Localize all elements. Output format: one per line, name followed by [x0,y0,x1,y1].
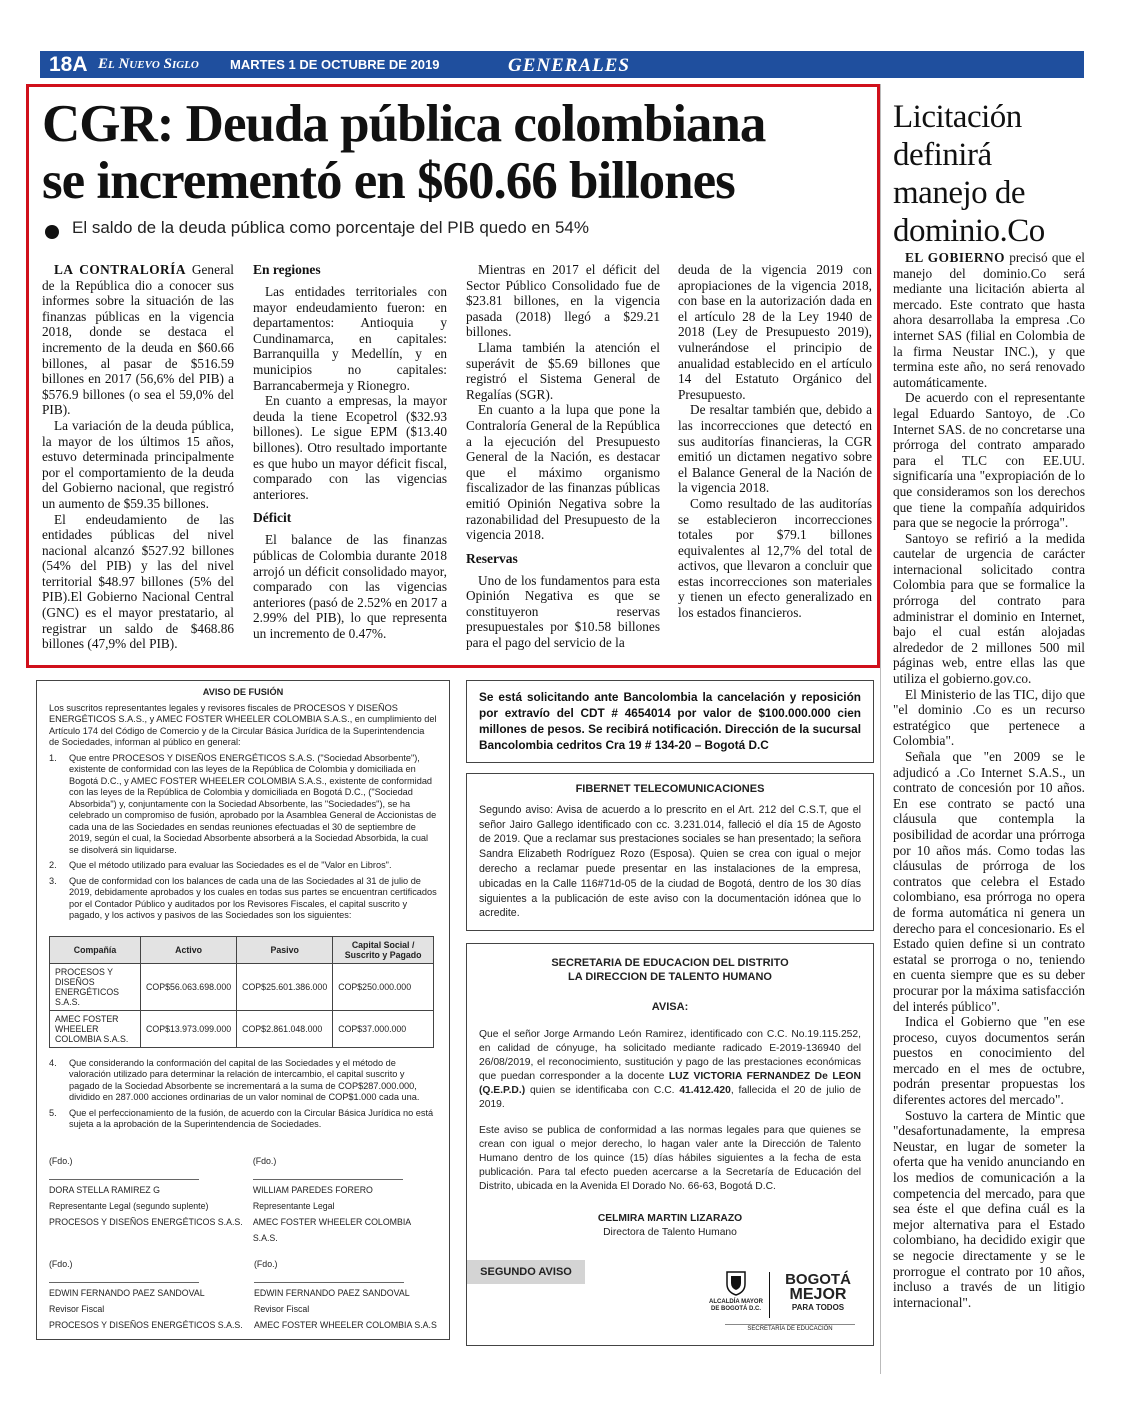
table-cell: COP$13.973.099.000 [141,1010,237,1047]
education-notice [466,943,874,1346]
article-column-4 [678,262,872,621]
avisa-label: AVISA: [651,1001,689,1013]
signer-role: Representante Legal (segundo suplente) [49,1200,209,1211]
logo-text: MEJOR [789,1286,847,1303]
item-text: Que entre PROCESOS Y DISEÑOS ENERGÉTICOS S.A.S. ("Sociedad Absorbente"), existente de conformidad con las leyes de la República de Colombia y domiciliada en Bogotá D.C., y AMEC FOSTER WHEELER COLOMBIA S.A.S., existente de conformidad con las leyes de la República de Colombia y domiciliada en Bogotá D.C., ("Sociedad Absorbida") y, conjuntamente con la Sociedad Absorbente, las "Sociedades"), se ha celebrado un compromiso de fusión, aprobado por la Asamblea General de Accionistas de cada una de las Sociedades en sendas reuniones efectuadas el 30 de septiembre de 2019, según el cual, la Sociedad Absorbente absorberá a la Sociedad Absorbida, la cual se disolverá sin liquidarse. [69,752,437,855]
lead-in: EL GOBIERNO [905,250,1005,265]
table-cell: COP$2.861.048.000 [237,1010,333,1047]
item-text: Que considerando la conformación del capital de las Sociedades y el método de valoración utilizado para determinar la relación de intercambio, el capital suscrito y pagado de la Sociedad Absorbente se incrementará a la suma de COP$287.000.000, dividido en 287.000 acciones ordinarias de un valor nominal de COP$1.000 cada una. [69,1057,420,1102]
signature-block [49,1256,254,1333]
paragraph-text: General de la República dio a conocer sus informes sobre la situación de las finanzas públicas en la vigencia 2018, donde se destaca el incremento de la deuda en $60.66 billones, al pasar de $516.59 billones en 2017 (56,6% del PIB) a $576.9 billones (o sea el 59,0% del PIB). [42,262,234,418]
subheading-reservas: Reservas [466,550,518,566]
logo-text: PARA TODOS [791,1303,845,1312]
table-row [50,1010,434,1047]
table-cell: COP$56.063.698.000 [141,963,237,1010]
education-title-1: SECRETARIA DE EDUCACION DEL DISTRITO [551,957,789,969]
deceased-name: LUZ VICTORIA FERNANDEZ De LEON (Q.E.P.D.) [479,1071,861,1096]
signer-name: DORA STELLA RAMIREZ G [49,1184,160,1195]
item-text: Que el perfeccionamiento de la fusión, de acuerdo con la Circular Básica Jurídica no está sujeta a la aprobación de la Superintendencia de Sociedades. [69,1107,434,1129]
table-cell: COP$37.000.000 [333,1010,434,1047]
paragraph: Sostuvo la cartera de Mintic que "desafortunadamente, la empresa Neustar, en lugar de someter la oferta que ha venido anunciando en los medios de comunicación a la competencia del mercado, para que sea éste el que defina cuál es la mejor alternativa para el Estado colombiano, ha decidido exigir que se negocie directamente y se le prorrogue el contrato por 10 años, incluso a través de un litigio internacional". [893,1107,1085,1310]
subheading-regiones: En regiones [253,262,321,277]
list-item [49,753,437,857]
table-cell: COP$25.601.386.000 [237,963,333,1010]
coat-of-arms-icon [725,1270,747,1296]
list-item [49,1108,437,1131]
main-headline [42,96,872,210]
fdo-label: (Fdo.) [49,1155,73,1166]
column-header: Capital Social / Suscrito y Pagado [333,936,434,963]
signer-company: AMEC FOSTER WHEELER COLOMBIA S.A.S. [252,1216,411,1243]
signature-row [49,1153,437,1246]
paragraph: Señala que "en 2009 se le adjudicó a .Co Internet S.A.S., un contrato de concesión por 10 años. En ese contrato se pactó una cláusula que contempla la posibilidad de acordar una prórroga por 10 años más. Como todas las cláusulas de prórroga de los contratos que celebra el Estado colombiano, esa prórroga no opera de forma automática ni genera un derecho para el concesionario. Es el Estado quien define si un contrato estatal se prorroga o no, teniendo en cuenta siempre que es su deber procurar por la máxima satisfacción del interés público". [893,749,1085,1014]
signer-company: PROCESOS Y DISEÑOS ENERGÉTICOS S.A.S. [49,1319,243,1330]
paragraph [893,250,1085,390]
list-item [49,860,437,872]
list-item [49,1058,437,1104]
alcaldia-logo [705,1270,767,1313]
signature-line [253,1179,403,1180]
page-header-bar [40,51,1084,78]
paragraph: Santoyo se refirió a la medida cautelar de urgencia de carácter internacional solicitado contra Colombia para que se formalice la prórroga del contrato para administrar el dominio en Internet, bajo el cual están alojadas alrededor de 2 millones 500 mil páginas web, entre ellas las que utiliza el gobierno.gov.co. [893,530,1085,687]
item-number: 1. [49,752,57,763]
logo-text: ALCALDÍA MAYOR [709,1299,763,1305]
lead-in: LA CONTRALORÍA [54,262,186,277]
headline-line-2: se incrementó en $60.66 billones [42,152,735,210]
subheading-deficit: Déficit [253,510,292,526]
signer-role: Representante Legal [252,1200,335,1211]
bogota-mejor-logo [777,1272,859,1312]
issue-date: MARTES 1 DE OCTUBRE DE 2019 [230,57,440,72]
paragraph: En cuanto a la lupa que pone la Contraloría General de la República a la ejecución del Presupuesto General de la Nación, es destacar que el máximo organismo fiscalizador de las finanzas públicas emitió Opinión Negativa sobre la razonabilidad del Presupuesto de la vigencia 2018. [466,402,660,543]
cdt-notice [466,680,874,763]
id-number: 41.412.420 [679,1085,731,1096]
signature-block [49,1153,253,1246]
fusion-table [49,936,434,1048]
column-divider [880,84,881,1374]
item-number: 5. [49,1107,57,1118]
signer-role: Directora de Talento Humano [603,1227,737,1238]
signer-company: PROCESOS Y DISEÑOS ENERGÉTICOS S.A.S. [49,1216,243,1227]
headline-line-1: CGR: Deuda pública colombiana [42,95,766,153]
segundo-aviso-tag: SEGUNDO AVISO [467,1260,585,1284]
signer-name: CELMIRA MARTIN LIZARAZO [597,1213,743,1224]
paragraph: El endeudamiento de las entidades públicas del nivel nacional alcanzó $527.92 billones (54% del PIB) y las del nivel territorial $48.97 billones (5% del PIB).El Gobierno Nacional Central (GNC) es el mayor prestatario, al registrar un saldo de $468.86 billones (47,9% del PIB). [42,511,234,652]
paragraph: De acuerdo con el representante legal Eduardo Santoyo, de .Co Internet SAS. de no concretarse una prórroga del contrato amparado para el TLC con EE.UU. significaría una "expropiación de lo que consideramos son los derechos que tiene la compañía adquiridos para que se negocie la prórroga". [893,390,1085,531]
signer-name: EDWIN FERNANDO PAEZ SANDOVAL [49,1287,205,1298]
fibernet-notice [466,773,874,931]
paragraph-text: , fallecida el 20 de julio de 2019. [479,1085,861,1110]
signature-line [49,1282,199,1283]
signature-line [49,1179,199,1180]
item-number: 3. [49,875,57,886]
paragraph: El Ministerio de las TIC, dijo que "el dominio .Co es un recurso estratégico que pertenece a Colombia". [893,686,1085,749]
paragraph: De resaltar también que, debido a las incorrecciones que detectó en sus auditorías financieras, la CGR emitió un dictamen negativo sobre el Balance General de la Nación de la vigencia 2018. [678,402,872,496]
article-column-1 [42,262,234,652]
signer-name: WILLIAM PAREDES FORERO [252,1184,373,1195]
paragraph: Uno de los fundamentos para esta Opinión Negativa es que se constituyeron reservas presupuestales por $10.58 billones para el pago del servicio de la [466,572,660,651]
article-column-3 [466,262,660,651]
newspaper-name: El Nuevo Siglo [98,56,199,72]
paragraph: Las entidades territoriales con mayor endeudamiento fueron: en departamentos: Antioquia y Cundinamarca, en capitales: Barranquilla y Medellín, y en municipios no capitales: Barrancabermeja y Rionegro. [253,284,447,393]
article-column-2 [253,262,447,641]
signer-name: EDWIN FERNANDO PAEZ SANDOVAL [254,1287,410,1298]
fusion-intro: Los suscritos representantes legales y revisores fiscales de PROCESOS Y DISEÑOS ENERGÉTICOS S.A.S., y AMEC FOSTER WHEELER COLOMBIA S.A.S., en cumplimiento del Artículo 174 del Código de Comercio y de la Circular Básica Jurídica de la Superintendencia de Sociedades, informan al público en general: [49,702,437,747]
paragraph-text: quien se identificaba con C.C. [525,1085,680,1096]
fdo-label: (Fdo.) [49,1258,73,1269]
paragraph [42,262,234,418]
table-cell: AMEC FOSTER WHEELER COLOMBIA S.A.S. [50,1010,141,1047]
logo-text: BOGOTÁ [785,1271,851,1288]
fdo-label: (Fdo.) [252,1155,277,1166]
signature-block [254,1256,437,1333]
item-text: Que el método utilizado para evaluar las Sociedades es el de "Valor en Libros". [69,860,392,870]
paragraph: La variación de la deuda pública, la mayor de los últimos 15 años, estuvo determinada principalmente por el comportamiento de la deuda del Gobierno nacional, que registró un aumento de $59.35 billones. [42,417,234,511]
paragraph-text: Que el señor Jorge Armando León Ramirez, identificado con C.C. No.19.115.252, en calidad de cónyuge, ha solicitado mediante radicado E-2019-136940 del 26/08/2019, el reconocimiento, sustitución y pago de las prestaciones económicas que puedan corresponder a la docente [479,1029,861,1082]
logo-divider [769,1272,770,1318]
fusion-title: AVISO DE FUSIÓN [202,687,284,697]
signature-row [49,1256,437,1333]
table-row [50,963,434,1010]
side-article-body [893,250,1085,1310]
paragraph: Indica el Gobierno que "en ese proceso, cuyos documentos serán puestos en conocimiento del mercado en el mes de octubre, podrán presentar propuestas los diferentes actores del mercado". [893,1014,1085,1108]
page-number: 18A [49,53,88,76]
item-number: 4. [49,1057,57,1068]
signature-block [253,1153,437,1246]
secretaria-logo-text: SECRETARÍA DE EDUCACIÓN [725,1324,855,1332]
column-header: Compañía [50,936,141,963]
section-name: GENERALES [508,55,630,76]
fibernet-text: Segundo aviso: Avisa de acuerdo a lo prescrito en el Art. 212 del C.S.T, que el señor Jairo Gallego identificado con cc. 3.231.014, falleció el día 15 de Agosto de 2019. Que a reclamar sus prestaciones sociales se han presentado; la señora Sandra Elizabeth Rodríguez Rozo (Esposa). Quien se crea con igual o mejor derecho a reclamar puede presentar en las instalaciones de la empresa, ubicadas en la Calle 116#71d-05 de la ciudad de Bogotá, dentro de los 30 días siguientes a la publicación de este aviso con la documentación idónea que lo acredite. [479,803,861,920]
signer-role: Revisor Fiscal [49,1303,105,1314]
fusion-notice [36,680,450,1340]
paragraph: Llama también la atención el superávit de $5.69 billones que registró el Sistema General de Regalías (SGR). [466,339,660,402]
paragraph: Mientras en 2017 el déficit del Sector Público Consolidado fue de $23.81 billones, en la vigencia pasada (2018) llegó a $29.21 billones. [466,262,660,340]
signer-role: Revisor Fiscal [254,1303,310,1314]
column-header: Pasivo [237,936,333,963]
table-header-row [50,936,434,963]
bullet-icon [45,225,59,239]
item-text: Que de conformidad con los balances de cada una de las Sociedades al 31 de julio de 2019, debidamente aprobados y los cuales en todas sus partes se encuentran certificados por el Contador Público y auditados por los Revisores Fiscales, el capital suscrito y pagado, y los activos y pasivos de las Sociedades son los siguientes: [69,875,437,920]
signature-line [254,1282,404,1283]
side-article-headline: Licitación definirá manejo de dominio.Co [893,99,1045,249]
table-cell: PROCESOS Y DISEÑOS ENERGÉTICOS S.A.S. [50,963,141,1010]
education-paragraph-1 [479,1028,861,1112]
cdt-notice-text: Se está solicitando ante Bancolombia la cancelación y reposición por extravío del CDT # 4654014 por valor de $100.000.000 cien millones de pesos. Se recibirá notificación. Dirección de la sucursal Bancolombia cedritos Cra 19 # 134-20 – Bogotá D.C [479,690,861,752]
list-item [49,876,437,922]
table-cell: COP$250.000.000 [333,963,434,1010]
main-subhead: El saldo de la deuda pública como porcentaje del PIB quedo en 54% [72,218,589,237]
education-title-2: LA DIRECCION DE TALENTO HUMANO [568,971,772,983]
fdo-label: (Fdo.) [254,1258,278,1269]
fibernet-title: FIBERNET TELECOMUNICACIONES [575,783,765,795]
paragraph: El balance de las finanzas públicas de Colombia durante 2018 arrojó un déficit consolidado mayor, comparado con las vigencias anteriores (pasó de 2.52% en 2017 a 2.99% del PIB), lo que representa un incremento de 0.47%. [253,532,447,641]
paragraph-text: precisó que el manejo del dominio.Co será mediante una licitación abierta al mercado. Este contrato que hasta ahora desarrollaba la empresa .Co internet SAS (filial en Colombia de la firma Neustar INC.), y que termina este año, no será renovado automáticamente. [893,250,1085,390]
logo-text: DE BOGOTÁ D.C. [710,1306,761,1312]
signer-company: AMEC FOSTER WHEELER COLOMBIA S.A.S [254,1319,437,1330]
paragraph: Como resultado de las auditorías se establecieron incorrecciones totales por $79.1 billones equivalentes al 12,7% del total de activos, que llevaron a concluir que estas incorrecciones son materiales y tienen un efecto generalizado en los estados financieros. [678,495,872,621]
paragraph: deuda de la vigencia 2019 con apropiaciones de la vigencia 2018, con base en la autorización dada en el artículo 28 de la Ley 1940 de 2018 (Ley de Presupuesto 2019), vulnerándose el principio de anualidad establecido en el artículo 14 del Estatuto Orgánico del Presupuesto. [678,262,872,402]
paragraph: En cuanto a empresas, la mayor deuda la tiene Ecopetrol ($32.93 billones). Le sigue EPM ($13.40 billones). Otro resultado importante es que hubo un mayor déficit fiscal, comparado con las vigencias anteriores. [253,393,447,502]
item-number: 2. [49,860,57,870]
education-paragraph-2: Este aviso se publica de conformidad a las normas legales para que quienes se crean con igual o mejor derecho, lo hagan valer ante la Dirección de Talento Humano dentro de los quince (15) días hábiles siguientes a la fecha de esta publicación. Para tal efecto pueden acercarse a la Secretaría de Educación del Distrito, ubicada en la Avenida El Dorado No. 66-63, Bogotá D.C. [479,1125,861,1192]
column-header: Activo [141,936,237,963]
